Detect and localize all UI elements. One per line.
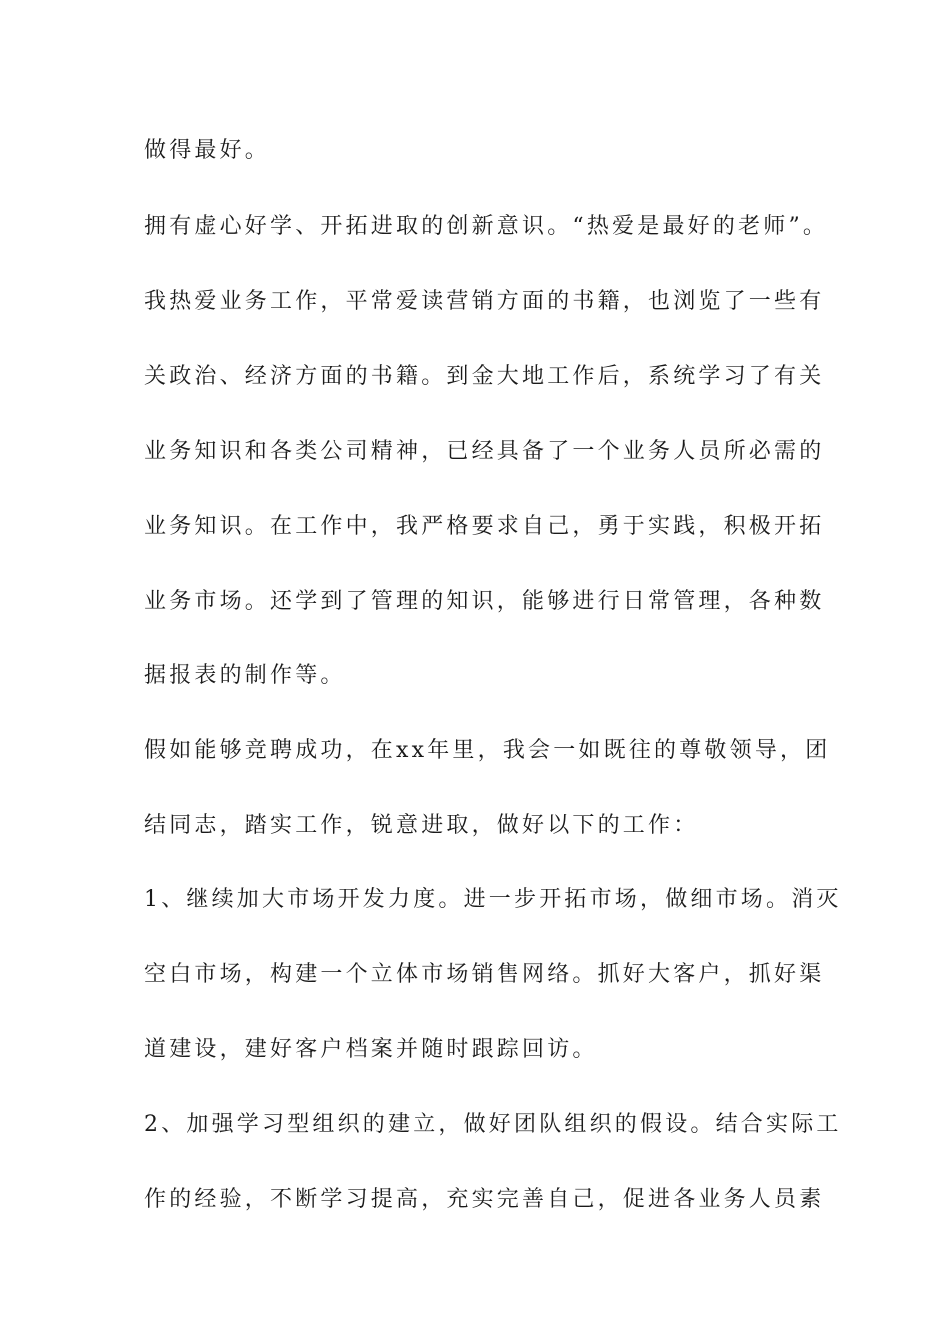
text-line: 业务知识。在工作中，我严格要求自己，勇于实践，积极开拓 — [144, 514, 825, 539]
text-line: 作的经验，不断学习提高，充实完善自己，促进各业务人员素 — [144, 1187, 825, 1212]
text-line: 1、继续加大市场开发力度。进一步开拓市场，做细市场。消灭 — [144, 887, 842, 912]
text-line: 2、加强学习型组织的建立，做好团队组织的假设。结合实际工 — [144, 1112, 842, 1137]
text-line: 我热爱业务工作，平常爱读营销方面的书籍，也浏览了一些有 — [144, 289, 825, 314]
text-line: 关政治、经济方面的书籍。到金大地工作后，系统学习了有关 — [144, 364, 825, 389]
text-line: 做得最好。 — [144, 138, 271, 163]
text-line: 空白市场，构建一个立体市场销售网络。抓好大客户，抓好渠 — [144, 962, 825, 987]
text-line: 拥有虚心好学、开拓进取的创新意识。“热爱是最好的老师”。 — [144, 214, 829, 239]
text-line: 业务知识和各类公司精神，已经具备了一个业务人员所必需的 — [144, 439, 825, 464]
text-line: 业务市场。还学到了管理的知识，能够进行日常管理，各种数 — [144, 589, 825, 614]
text-line: 假如能够竞聘成功，在xx年里，我会一如既往的尊敬领导，团 — [144, 738, 831, 763]
text-line: 结同志，踏实工作，锐意进取，做好以下的工作： — [144, 813, 699, 838]
text-line: 道建设，建好客户档案并随时跟踪回访。 — [144, 1037, 598, 1062]
text-line: 据报表的制作等。 — [144, 663, 346, 688]
